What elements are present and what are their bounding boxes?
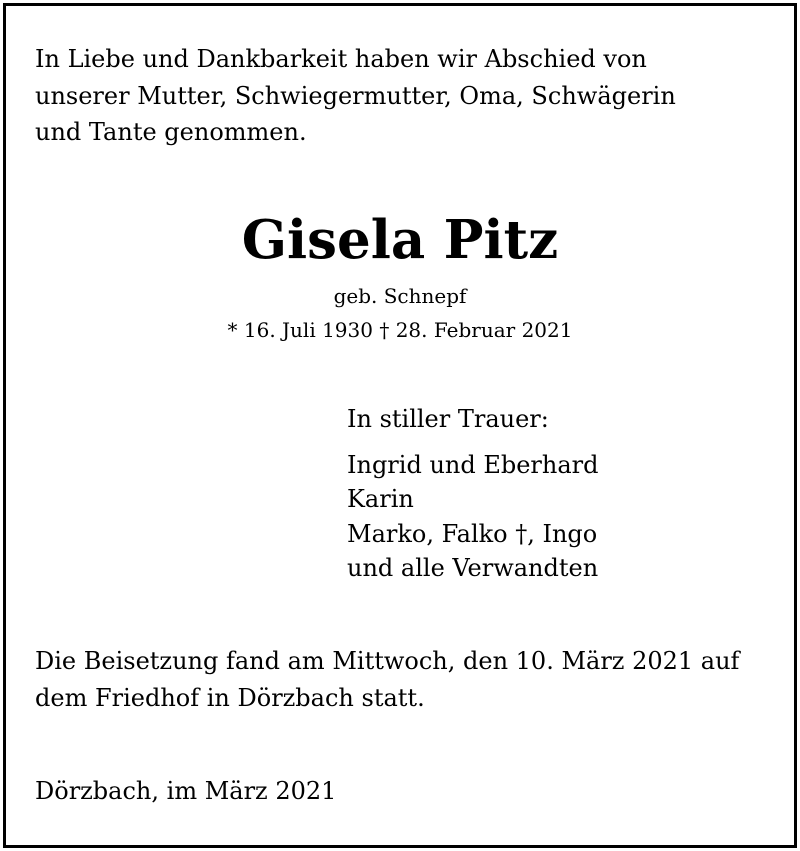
mourner-name: Marko, Falko †, Ingo	[347, 519, 598, 548]
mourner-name: Karin	[347, 485, 414, 513]
life-dates: * 16. Juli 1930 † 28. Februar 2021	[227, 318, 573, 342]
funeral-notice	[35, 643, 739, 716]
intro-line: und Tante genommen.	[35, 118, 307, 146]
intro-line: unserer Mutter, Schwiegermutter, Oma, Schwägerin	[35, 81, 676, 110]
intro-text	[35, 41, 676, 151]
mourners-block	[347, 402, 599, 586]
mourner-name: und alle Verwandten	[347, 554, 599, 582]
intro-line: In Liebe und Dankbarkeit haben wir Abschied von	[35, 45, 647, 73]
mourners-heading: In stiller Trauer:	[347, 405, 549, 433]
maiden-name: geb. Schnepf	[333, 284, 467, 308]
mourner-name: Ingrid und Eberhard	[347, 450, 599, 479]
deceased-name: Gisela Pitz	[241, 209, 559, 271]
closing-line: Dörzbach, im März 2021	[35, 777, 337, 805]
funeral-line: Die Beisetzung fand am Mittwoch, den 10. März 2021 auf	[35, 647, 740, 675]
funeral-line: dem Friedhof in Dörzbach statt.	[35, 683, 425, 712]
place-and-date	[35, 773, 336, 810]
